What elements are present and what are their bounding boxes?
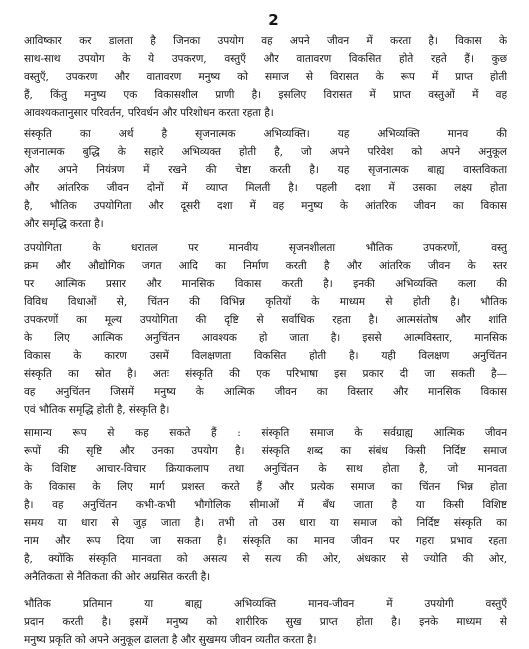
text-line: रूपों की सृष्टि और उनका उपयोग है। संस्कृति शब्द का संबंध किसी निर्दिष्ट समाज: [24, 445, 507, 457]
text-line: सृजनात्मक बुद्धि के सहारे अभिव्यक्त होती है, जो अपने परिवेश को अपने अनुकूल: [24, 146, 507, 158]
text-line: उपयोगिता के धरातल पर मानवीय सृजनशीलता भौतिक उपकरणों, वस्तु: [24, 242, 507, 254]
text-line: नाम और रूप दिया जा सकता है। संस्कृति का मानव जीवन पर गहरा प्रभाव रहता: [24, 535, 507, 547]
text-line: और आंतरिक जीवन दोनों में व्याप्त मिलती है। पहली दशा में उसका लक्ष्य होता: [24, 182, 507, 194]
paragraph-5: [24, 595, 507, 649]
text-line: क्रम और औद्योगिक जगत आदि का निर्माण करती है और आंतरिक जीवन के स्तर: [24, 260, 507, 272]
text-line: वह अनुचिंतन जिसमें मनुष्य के आत्मिक जीवन का विस्तार और मानसिक विकास: [24, 386, 507, 398]
text-line: है, क्योंकि संस्कृति मानवता को असत्य से सत्य की ओर, अंधकार से ज्योति की ओर,: [24, 553, 507, 565]
page-number: 2: [268, 11, 279, 29]
paragraph-3: [24, 239, 507, 419]
text-line: वस्तुएँ, उपकरण और वातावरण मनुष्य को समाज से विरासत के रूप में प्राप्त होती: [24, 71, 507, 83]
text-line: सामान्य रूप से कह सकते हैं : संस्कृति समाज के सर्वग्राह्य आत्मिक जीवन: [24, 427, 507, 439]
text-line: आवश्यकतानुसार परिवर्तन, परिवर्धन और परिशोधन करता रहता है।: [24, 107, 274, 119]
paragraph-4: [24, 424, 507, 586]
text-line: है, भौतिक उपयोगिता और दूसरी दशा में वह मनुष्य के आंतरिक जीवन का विकास: [24, 200, 507, 212]
text-line: है। वह अनुचिंतन कभी-कभी भौगोलिक सीमाओं में बँध जाता है या किसी विशिष्ट: [24, 499, 507, 511]
text-line: उपकरणों का मूल्य उपयोगिता की दृष्टि से सर्वाधिक रहता है। आत्मसंतोष और शांति: [24, 314, 507, 326]
body-text: [24, 32, 507, 649]
text-line: और समृद्धि करता है।: [24, 218, 104, 230]
text-line: हैं, किंतु मनुष्य एक विकासशील प्राणी है। इसलिए विरासत में प्राप्त वस्तुओं में वह: [24, 89, 507, 101]
text-line: और अपने नियंत्रण में रखने की चेष्टा करती है। यह सृजनात्मक बाह्य वास्तविकता: [24, 164, 507, 176]
text-line: के विकास के लिए मार्ग प्रशस्त करते हैं और प्रत्येक समाज का चिंतन भिन्न होता: [24, 481, 507, 493]
text-line: साथ-साथ उपयोग के ये उपकरण, वस्तुएँ और वातावरण विकसित होते रहते हैं। कुछ: [24, 53, 507, 65]
text-line: समय या धारा से जुड़ जाता है। तभी तो उस धारा या समाज को निर्दिष्ट संस्कृति का: [24, 517, 507, 529]
text-line: मनुष्य प्रकृति को अपने अनुकूल ढालता है और सुखमय जीवन व्यतीत करता है।: [24, 634, 317, 646]
text-line: संस्कृति का अर्थ है सृजनात्मक अभिव्यक्ति। यह अभिव्यक्ति मानव की: [24, 128, 507, 140]
text-line: आविष्कार कर डालता है जिनका उपयोग वह अपने जीवन में करता है। विकास के: [24, 35, 507, 47]
text-line: भौतिक प्रतिमान या बाह्य अभिव्यक्ति मानव-जीवन में उपयोगी वस्तुएँ: [24, 598, 507, 610]
text-line: विकास के कारण उसमें विलक्षणता विकसित होती है। यही विलक्षण अनुचिंतन: [24, 350, 507, 362]
text-line: एवं भौतिक समृद्धि होती है, संस्कृति है।: [24, 404, 170, 416]
text-line: विविध विधाओं से, चिंतन की विभिन्न कृतियों के माध्यम से होती है। भौतिक: [24, 296, 507, 308]
text-line: संस्कृति का स्रोत है। अतः संस्कृति की एक परिभाषा इस प्रकार दी जा सकती है—: [24, 368, 507, 380]
text-line: के लिए आत्मिक अनुचिंतन आवश्यक हो जाता है। इससे आत्मविस्तार, मानसिक: [24, 332, 507, 344]
paragraph-1: [24, 32, 507, 122]
text-line: अनैतिकता से नैतिकता की ओर अग्रसित करती है।: [24, 571, 211, 583]
text-line: प्रदान करती है। इसमें मनुष्य को शारीरिक सुख प्राप्त होता है। इनके माध्यम से: [24, 616, 507, 628]
text-line: के विशिष्ट आचार-विचार क्रियाकलाप तथा अनुचिंतन के साथ होता है, जो मानवता: [24, 463, 507, 475]
paragraph-2: [24, 125, 507, 233]
text-line: पर आत्मिक प्रसार और मानसिक विकास करती है। इनकी अभिव्यक्ति कला की: [24, 278, 507, 290]
